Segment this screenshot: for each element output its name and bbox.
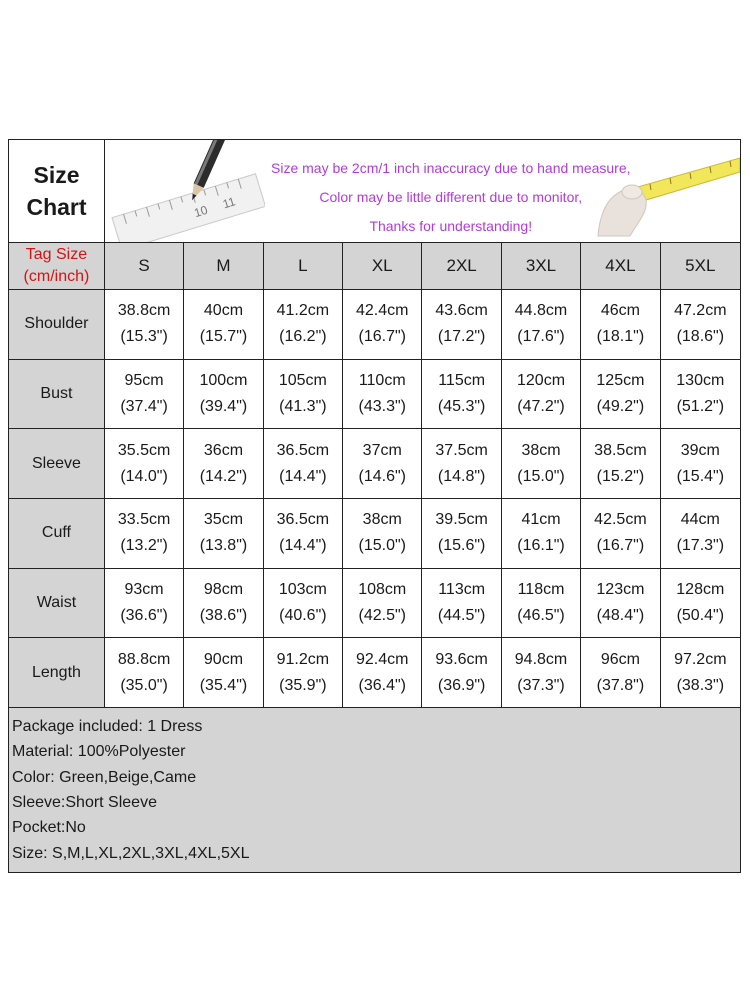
- size-header-row: [9, 243, 740, 290]
- measurement-label: Waist: [9, 569, 105, 638]
- cm-value: 105cm: [278, 372, 327, 390]
- inch-value: (40.6"): [279, 607, 327, 625]
- inch-value: (14.4"): [279, 537, 327, 555]
- inch-value: (15.6"): [437, 537, 486, 555]
- inch-value: (50.4"): [676, 607, 725, 625]
- measurement-row: [9, 638, 740, 707]
- cm-value: 47.2cm: [674, 302, 727, 320]
- measurement-cell: [264, 499, 343, 568]
- info-line: Pocket:No: [12, 819, 86, 837]
- measurement-cell: [502, 499, 581, 568]
- measurement-label: Cuff: [9, 499, 105, 568]
- measurement-cell: [184, 499, 263, 568]
- measurement-rows: [9, 290, 740, 707]
- cm-value: 93cm: [124, 581, 164, 599]
- size-header: 2XL: [422, 243, 501, 289]
- inch-value: (44.5"): [437, 607, 486, 625]
- cm-value: 125cm: [596, 372, 645, 390]
- inch-value: (15.0"): [358, 537, 406, 555]
- cm-value: 33.5cm: [117, 511, 171, 529]
- measurement-cell: [343, 499, 422, 568]
- measurement-cell: [105, 499, 184, 568]
- measurement-cell: [343, 569, 422, 638]
- measurement-cell: [581, 569, 660, 638]
- inch-value: (18.1"): [596, 328, 645, 346]
- measurement-row: [9, 290, 740, 360]
- inch-value: (14.4"): [279, 467, 327, 485]
- measurement-row: [9, 499, 740, 569]
- inch-value: (15.7"): [199, 328, 248, 346]
- measurement-row: [9, 429, 740, 499]
- inch-value: (35.9"): [279, 676, 327, 694]
- measurement-cell: [581, 360, 660, 429]
- cm-value: 42.5cm: [594, 511, 647, 529]
- cm-value: 100cm: [199, 372, 248, 390]
- inch-value: (42.5"): [358, 607, 406, 625]
- cm-value: 46cm: [600, 302, 640, 320]
- chart-header-row: [9, 140, 740, 243]
- cm-value: 93.6cm: [435, 650, 488, 668]
- ruler-number: 10: [192, 202, 210, 221]
- info-line: Sleeve:Short Sleeve: [12, 794, 157, 812]
- inch-value: (18.6"): [676, 328, 725, 346]
- inch-value: (17.2"): [437, 328, 486, 346]
- tag-size-line: Tag Size: [25, 246, 88, 263]
- inch-value: (43.3"): [358, 398, 406, 416]
- tag-size-line: (cm/inch): [23, 268, 90, 285]
- inch-value: (37.3"): [517, 676, 565, 694]
- inch-value: (47.2"): [517, 398, 565, 416]
- pencil-ruler-illustration: [105, 140, 265, 242]
- measurement-cell: [343, 429, 422, 498]
- measurement-cell: [581, 638, 660, 707]
- cm-value: 96cm: [600, 650, 640, 668]
- cm-value: 90cm: [203, 650, 244, 668]
- inch-value: (46.5"): [517, 607, 565, 625]
- cm-value: 38cm: [362, 511, 402, 529]
- measurement-cell: [264, 360, 343, 429]
- measurement-cell: [184, 638, 263, 707]
- size-header: 4XL: [581, 243, 660, 289]
- cm-value: 130cm: [676, 372, 725, 390]
- inch-value: (15.4"): [676, 467, 725, 485]
- measurement-cell: [502, 569, 581, 638]
- cm-value: 120cm: [517, 372, 566, 390]
- measurement-cell: [184, 290, 263, 359]
- inch-value: (49.2"): [596, 398, 645, 416]
- inch-value: (15.0"): [517, 467, 565, 485]
- measurement-cell: [581, 499, 660, 568]
- measurement-cell: [264, 290, 343, 359]
- measurement-cell: [105, 360, 184, 429]
- info-line: Color: Green,Beige,Came: [12, 768, 197, 786]
- cm-value: 118cm: [517, 581, 565, 599]
- measurement-cell: [184, 569, 263, 638]
- cm-value: 36cm: [203, 441, 244, 459]
- inch-value: (36.9"): [437, 676, 486, 694]
- measurement-cell: [184, 429, 263, 498]
- size-header: XL: [343, 243, 422, 289]
- info-line: Size: S,M,L,XL,2XL,3XL,4XL,5XL: [12, 844, 250, 862]
- measurement-cell: [661, 499, 740, 568]
- measurement-cell: [422, 638, 501, 707]
- measurement-cell: [343, 290, 422, 359]
- inch-value: (16.7"): [596, 537, 645, 555]
- inch-value: (14.2"): [199, 467, 248, 485]
- measurement-cell: [422, 360, 501, 429]
- measurement-cell: [661, 638, 740, 707]
- inch-value: (38.3"): [676, 676, 725, 694]
- measurement-cell: [264, 638, 343, 707]
- chart-title: [9, 140, 105, 242]
- info-line: Material: 100%Polyester: [12, 743, 186, 761]
- cm-value: 37cm: [362, 441, 402, 459]
- cm-value: 113cm: [438, 581, 486, 599]
- measurement-cell: [264, 569, 343, 638]
- product-info: [9, 707, 740, 872]
- measurement-cell: [105, 290, 184, 359]
- disclaimer-line: Color may be little different due to monitor,: [319, 189, 583, 205]
- inch-value: (17.3"): [676, 537, 725, 555]
- inch-value: (51.2"): [676, 398, 725, 416]
- measurement-label: Bust: [9, 360, 105, 429]
- inch-value: (38.6"): [199, 607, 248, 625]
- cm-value: 92.4cm: [356, 650, 409, 668]
- size-chart: [8, 139, 741, 873]
- size-header: L: [264, 243, 343, 289]
- cm-value: 41.2cm: [276, 302, 330, 320]
- disclaimer-line: Thanks for understanding!: [369, 218, 533, 234]
- inch-value: (36.6"): [120, 607, 168, 625]
- measurement-cell: [661, 569, 740, 638]
- cm-value: 97.2cm: [674, 650, 727, 668]
- inch-value: (45.3"): [437, 398, 486, 416]
- measurement-cell: [661, 290, 740, 359]
- cm-value: 98cm: [203, 581, 244, 599]
- measurement-cell: [184, 360, 263, 429]
- inch-value: (39.4"): [199, 398, 248, 416]
- cm-value: 43.6cm: [435, 302, 488, 320]
- cm-value: 35cm: [203, 511, 244, 529]
- cm-value: 88.8cm: [117, 650, 171, 668]
- disclaimer-line: Size may be 2cm/1 inch inaccuracy due to hand measure,: [271, 160, 631, 176]
- chart-title-line: Chart: [26, 194, 87, 220]
- cm-value: 103cm: [278, 581, 327, 599]
- measurement-cell: [343, 638, 422, 707]
- measuring-tape-hand-illustration: [590, 140, 740, 242]
- measurement-cell: [581, 290, 660, 359]
- size-header: 3XL: [502, 243, 581, 289]
- measurement-row: [9, 569, 740, 639]
- inch-value: (48.4"): [596, 607, 645, 625]
- cm-value: 38.5cm: [594, 441, 647, 459]
- measurement-cell: [343, 360, 422, 429]
- inch-value: (13.8"): [199, 537, 248, 555]
- size-header: 5XL: [661, 243, 740, 289]
- ruler-number: 11: [221, 194, 238, 212]
- cm-value: 44cm: [680, 511, 720, 529]
- cm-value: 115cm: [438, 372, 486, 390]
- disclaimer-banner: [105, 140, 740, 242]
- measurement-cell: [422, 569, 501, 638]
- cm-value: 41cm: [521, 511, 561, 529]
- measurement-cell: [661, 429, 740, 498]
- inch-value: (35.0"): [120, 676, 168, 694]
- cm-value: 39cm: [680, 441, 720, 459]
- inch-value: (14.6"): [358, 467, 406, 485]
- info-line: Package included: 1 Dress: [12, 718, 203, 736]
- inch-value: (14.0"): [120, 467, 168, 485]
- inch-value: (15.3"): [120, 328, 168, 346]
- cm-value: 39.5cm: [435, 511, 488, 529]
- cm-value: 38.8cm: [117, 302, 171, 320]
- measurement-cell: [502, 638, 581, 707]
- measurement-label: Sleeve: [9, 429, 105, 498]
- cm-value: 95cm: [124, 372, 164, 390]
- cm-value: 36.5cm: [276, 441, 330, 459]
- cm-value: 42.4cm: [356, 302, 409, 320]
- cm-value: 44.8cm: [514, 302, 568, 320]
- measurement-cell: [264, 429, 343, 498]
- cm-value: 37.5cm: [435, 441, 488, 459]
- measurement-label: Length: [9, 638, 105, 707]
- inch-value: (37.8"): [596, 676, 645, 694]
- size-header: S: [105, 243, 184, 289]
- inch-value: (35.4"): [199, 676, 248, 694]
- tag-size-label: [9, 243, 105, 289]
- size-header: M: [184, 243, 263, 289]
- inch-value: (16.2"): [279, 328, 327, 346]
- measurement-cell: [105, 638, 184, 707]
- inch-value: (41.3"): [279, 398, 327, 416]
- cm-value: 110cm: [358, 372, 406, 390]
- measurement-cell: [105, 569, 184, 638]
- inch-value: (14.8"): [437, 467, 486, 485]
- measurement-cell: [105, 429, 184, 498]
- inch-value: (13.2"): [120, 537, 168, 555]
- cm-value: 38cm: [521, 441, 561, 459]
- inch-value: (17.6"): [517, 328, 565, 346]
- cm-value: 36.5cm: [276, 511, 330, 529]
- cm-value: 91.2cm: [276, 650, 330, 668]
- cm-value: 123cm: [596, 581, 645, 599]
- inch-value: (16.1"): [517, 537, 565, 555]
- disclaimer-text: [271, 154, 631, 241]
- measurement-cell: [661, 360, 740, 429]
- measurement-cell: [581, 429, 660, 498]
- measurement-cell: [422, 499, 501, 568]
- inch-value: (37.4"): [120, 398, 168, 416]
- measurement-cell: [422, 290, 501, 359]
- chart-title-line: Size: [33, 162, 80, 188]
- cm-value: 35.5cm: [117, 441, 171, 459]
- measurement-cell: [502, 360, 581, 429]
- measurement-cell: [422, 429, 501, 498]
- inch-value: (15.2"): [596, 467, 645, 485]
- cm-value: 94.8cm: [514, 650, 568, 668]
- measurement-row: [9, 360, 740, 430]
- cm-value: 40cm: [203, 302, 244, 320]
- inch-value: (16.7"): [358, 328, 406, 346]
- cm-value: 108cm: [358, 581, 407, 599]
- cm-value: 128cm: [676, 581, 725, 599]
- measurement-label: Shoulder: [9, 290, 105, 359]
- measurement-cell: [502, 429, 581, 498]
- measurement-cell: [502, 290, 581, 359]
- inch-value: (36.4"): [358, 676, 406, 694]
